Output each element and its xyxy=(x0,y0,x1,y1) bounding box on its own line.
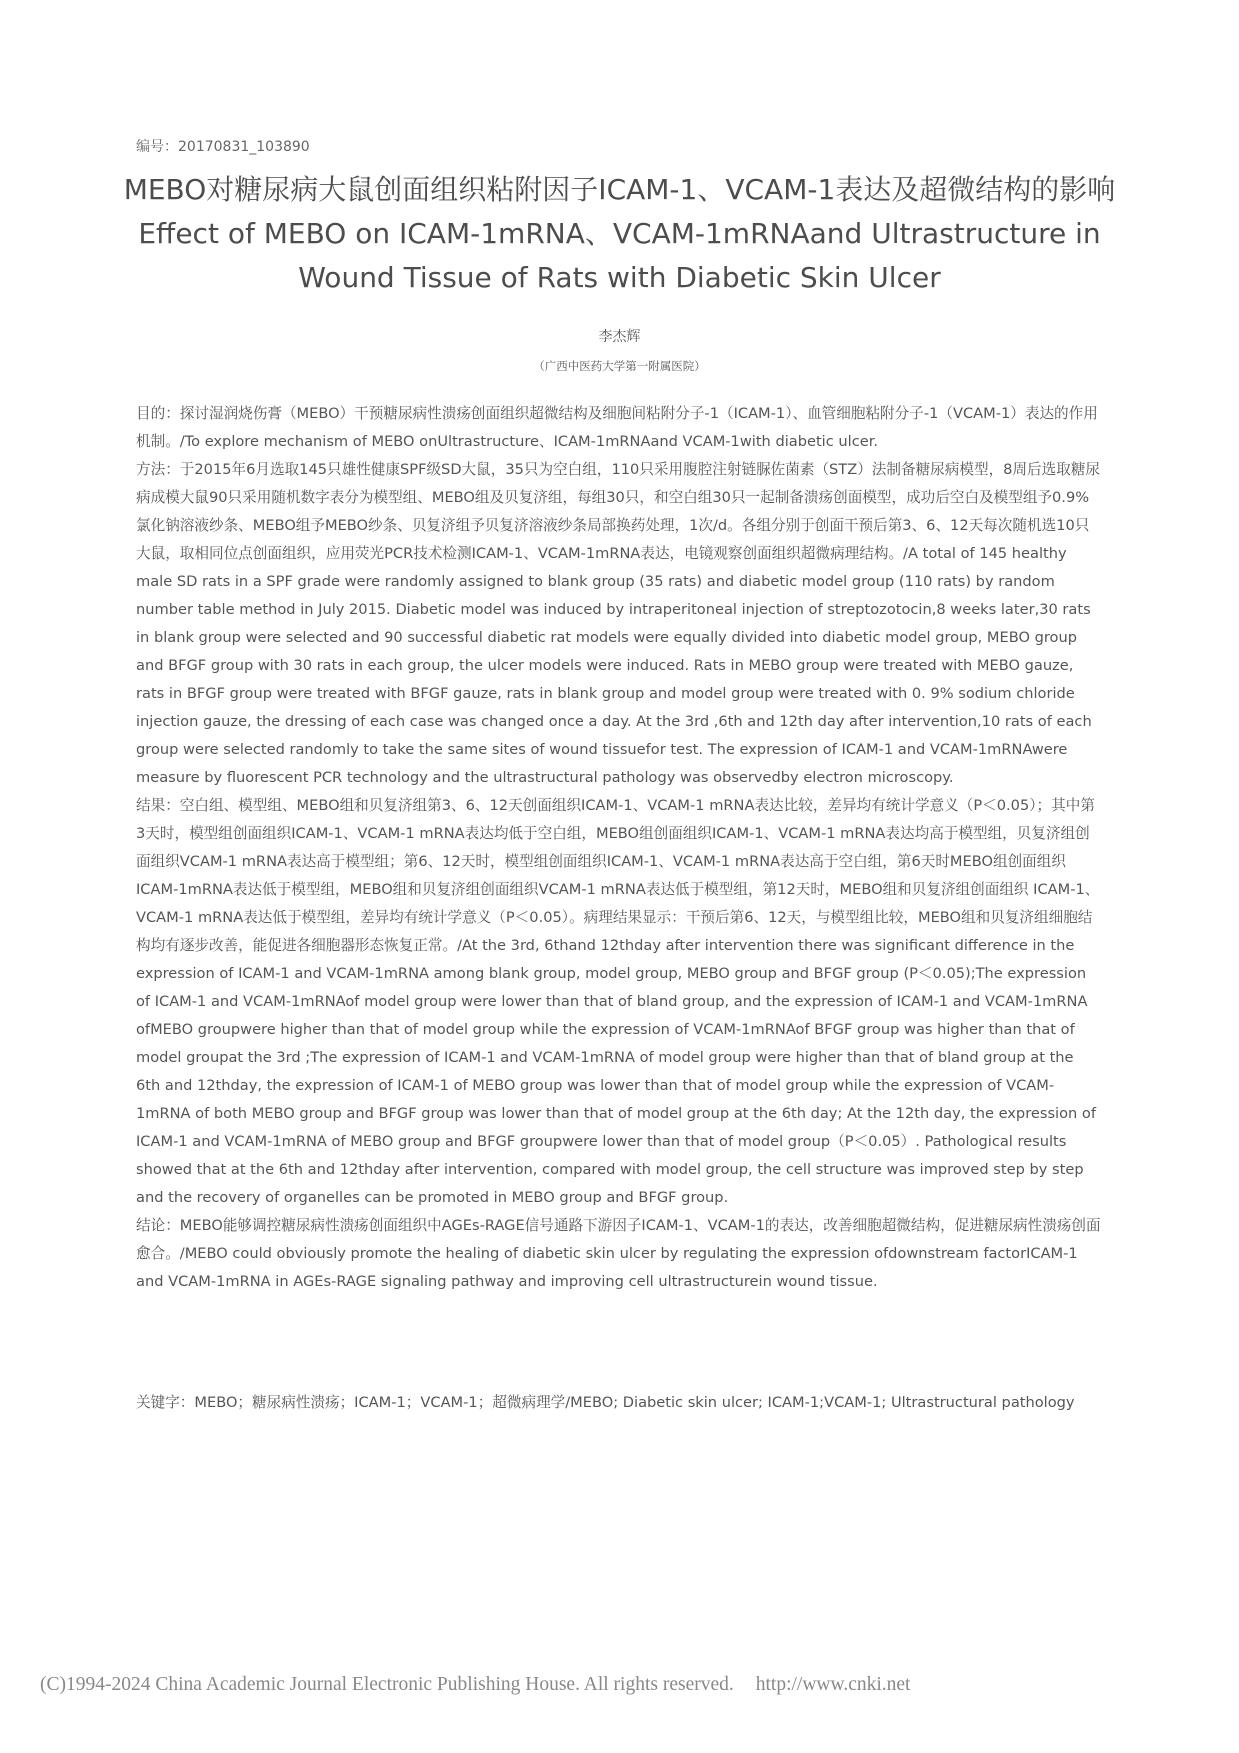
paper-title: MEBO对糖尿病大鼠创面组织粘附因子ICAM-1、VCAM-1表达及超微结构的影响 Effect of MEBO on ICAM-1mRNA、VCAM-1mRNAand Ultrastructure in Wound Tissue of Rats with Diabetic Skin Ulcer xyxy=(123,173,1116,294)
keywords: 关键字：MEBO；糖尿病性溃疡；ICAM-1；VCAM-1；超微病理学/MEBO; Diabetic skin ulcer; ICAM-1;VCAM-1; Ultrastructural pathology xyxy=(136,1394,1075,1411)
serial-number: 编号：20170831_103890 xyxy=(136,139,310,155)
abstract-methods: 方法：于2015年6月选取145只雄性健康SPF级SD大鼠，35只为空白组，110只采用腹腔注射链脲佐菌素（STZ）法制备糖尿病模型，8周后选取糖尿病成模大鼠90只采用随机数字表分为模型组、MEBO组及贝复济组，每组30只，和空白组30只一起制备溃疡创面模型，成功后空白及模型组予0.9%氯化钠溶液纱条、MEBO组予MEBO纱条、贝复济组予贝复济溶液纱条局部换药处理，1次/d。各组分别于创面干预后第3、6、12天每次随机选10只大鼠，取相同位点创面组织，应用荧光PCR技术检测ICAM-1、VCAM-1mRNA表达，电镜观察创面组织超微病理结构。/A total of 145 healthy male SD rats in a SPF grade were randomly assigned to blank group (35 rats) and diabetic model group (110 rats) by random number table method in July 2015. Diabetic model was induced by intraperitoneal injection of streptozotocin,8 weeks later,30 rats in blank group were selected and 90 successful diabetic rat models were equally divided into diabetic model group, MEBO group and BFGF group with 30 rats in each group, the ulcer models were induced. Rats in MEBO group were treated with MEBO gauze, rats in BFGF group were treated with BFGF gauze, rats in blank group and model group were treated with 0. 9% sodium chloride injection gauze, the dressing of each case was changed once a day. At the 3rd ,6th and 12th day after intervention,10 rats of each group were selected randomly to take the same sites of wound tissuefor test. The expression of ICAM-1 and VCAM-1mRNAwere measure by fluorescent PCR technology and the ultrastructural pathology was observedby electron microscopy. xyxy=(136,461,1101,786)
footer-copyright: (C)1994-2024 China Academic Journal Electronic Publishing House. All rights reserved. xyxy=(40,1674,734,1695)
abstract xyxy=(136,400,1101,1296)
author-name: 李杰辉 xyxy=(598,329,641,345)
footer xyxy=(40,1674,1200,1696)
footer-url[interactable]: http://www.cnki.net xyxy=(755,1674,911,1695)
author-affiliation: （广西中医药大学第一附属医院） xyxy=(533,359,706,373)
abstract-conclusion: 结论：MEBO能够调控糖尿病性溃疡创面组织中AGEs-RAGE信号通路下游因子ICAM-1、VCAM-1的表达，改善细胞超微结构，促进糖尿病性溃疡创面愈合。/MEBO could obviously promote the healing of diabetic skin ulcer by regulating the expression ofdownstream factorICAM-1 and VCAM-1mRNA in AGEs-RAGE signaling pathway and improving cell ultrastructurein wound tissue. xyxy=(136,1217,1101,1290)
abstract-results: 结果：空白组、模型组、MEBO组和贝复济组第3、6、12天创面组织ICAM-1、VCAM-1 mRNA表达比较，差异均有统计学意义（P＜0.05）；其中第3天时，模型组创面组织ICAM-1、VCAM-1 mRNA表达均低于空白组，MEBO组创面组织ICAM-1、VCAM-1 mRNA表达均高于模型组，贝复济组创面组织VCAM-1 mRNA表达高于模型组；第6、12天时，模型组创面组织ICAM-1、VCAM-1 mRNA表达高于空白组，第6天时MEBO组创面组织ICAM-1mRNA表达低于模型组，MEBO组和贝复济组创面组织VCAM-1 mRNA表达低于模型组，第12天时，MEBO组和贝复济组创面组织 ICAM-1、VCAM-1 mRNA表达低于模型组，差异均有统计学意义（P＜0.05）。病理结果显示：干预后第6、12天，与模型组比较，MEBO组和贝复济组细胞结构均有逐步改善，能促进各细胞器形态恢复正常。/At the 3rd, 6thand 12thday after intervention there was significant difference in the expression of ICAM-1 and VCAM-1mRNA among blank group, model group, MEBO group and BFGF group (P＜0.05);The expression of ICAM-1 and VCAM-1mRNAof model group were lower than that of bland group, and the expression of ICAM-1 and VCAM-1mRNA ofMEBO groupwere higher than that of model group while the expression of VCAM-1mRNAof BFGF group was higher than that of model groupat the 3rd ;The expression of ICAM-1 and VCAM-1mRNA of model group were higher than that of bland group at the 6th and 12thday, the expression of ICAM-1 of MEBO group was lower than that of model group while the expression of VCAM-1mRNA of both MEBO group and BFGF group was lower than that of model group at the 6th day; At the 12th day, the expression of ICAM-1 and VCAM-1mRNA of MEBO group and BFGF groupwere lower than that of model group（P＜0.05）. Pathological results showed that at the 6th and 12thday after intervention, compared with model group, the cell structure was improved step by step and the recovery of organelles can be promoted in MEBO group and BFGF group. xyxy=(136,797,1100,1206)
abstract-objective: 目的：探讨湿润烧伤膏（MEBO）干预糖尿病性溃疡创面组织超微结构及细胞间粘附分子-1（ICAM-1）、血管细胞粘附分子-1（VCAM-1）表达的作用机制。/To explore mechanism of MEBO onUltrastructure、ICAM-1mRNAand VCAM-1with diabetic ulcer. xyxy=(136,405,1098,450)
